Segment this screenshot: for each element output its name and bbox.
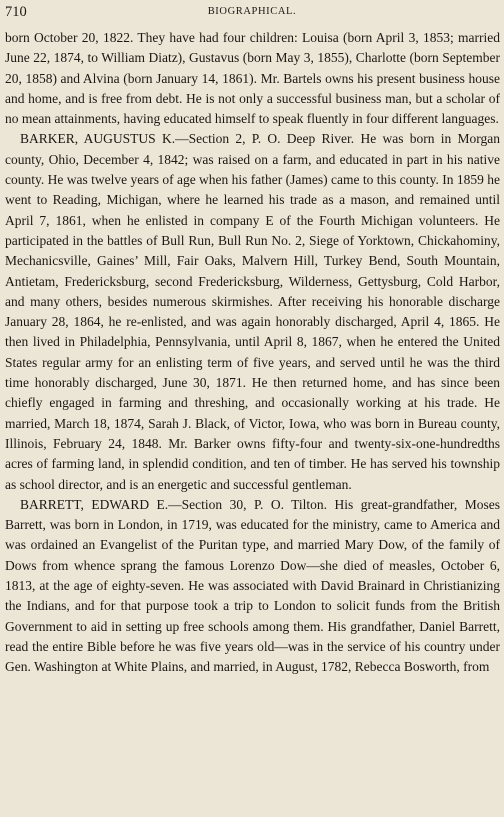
- paragraph-continuation: [5, 28, 500, 129]
- running-head: BIOGRAPHICAL.: [207, 6, 297, 17]
- entry-text: —Section 30, P. O. Tilton. His great-grandfather, Moses Barrett, was born in London, in 1719, was educated for the ministry, came to America and was ordained an Evangelist of the Puritan type, and married Mary Dow, of the family of Dows from whence sprang the famous Lorenzo Dow—she died of measles, October 6, 1813, at the age of eighty-seven. He was associated with David Brainard in Christianizing the Indians, and for that purpose took a trip to London to solicit funds from the British Government to aid in setting up free schools among them. His grandfather, Daniel Barrett, read the entire Bible before he was five years old—was in the service of his country under Gen. Washington at White Plains, and married, in August, 1782, Rebecca Bosworth, from: [5, 496, 500, 675]
- entry-text: —Section 2, P. O. Deep River. He was born in Morgan county, Ohio, December 4, 1842; was raised on a farm, and educated in part in his native county. He was twelve years of age when his father (James) came to this county. In 1859 he went to Reading, Michigan, where he learned his trade as a mason, and remained until April 7, 1861, when he enlisted in company E of the Fourth Michigan volunteers. He participated in the battles of Bull Run, Bull Run No. 2, Siege of Yorktown, Chickahominy, Mechanicsville, Gaines’ Mill, Fair Oaks, Malvern Hill, Turkey Bend, South Mountain, Antietam, Fredericksburg, second Fredericksburg, Wilderness, Gettysburg, Cold Harbor, and many others, besides numerous skirmishes. After receiving his honorable discharge January 28, 1864, he re-enlisted, and was again honorably discharged, April 4, 1865. He then lived in Philadelphia, Pennsylvania, until April 8, 1867, when he entered the United States regular army for an enlisting term of five years, and served until he was the third time honorably discharged, June 30, 1871. He then returned home, and has since been chiefly engaged in farming and threshing, and occasionally working at his trade. He married, March 18, 1874, Sarah J. Black, of Victor, Iowa, who was born in Bureau county, Illinois, February 24, 1848. Mr. Barker owns fifty-four and twenty-six-one-hundredths acres of farming land, in splendid condition, and ten of timber. He has served his township as school director, and is an energetic and successful gentleman.: [5, 131, 501, 492]
- entry-barker: [5, 129, 500, 494]
- page-number: 710: [5, 4, 27, 20]
- entry-barrett: [5, 495, 500, 678]
- body-text: [5, 28, 500, 678]
- paragraph-text: born October 20, 1822. They have had four children: Louisa (born April 3, 1853; married June 22, 1874, to William Diatz), Gustavus (born May 3, 1855), Charlotte (born September 20, 1858) and Alvina (born January 14, 1861). Mr. Bartels owns his present business house and home, and is free from debt. He is not only a successful business man, but a scholar of no mean attainments, having educated himself to speak fluently in four different languages.: [5, 30, 500, 127]
- entry-name: BARRETT, EDWARD E.: [20, 496, 169, 512]
- page-header: [5, 4, 499, 22]
- entry-name: BARKER, AUGUSTUS K.: [20, 131, 176, 147]
